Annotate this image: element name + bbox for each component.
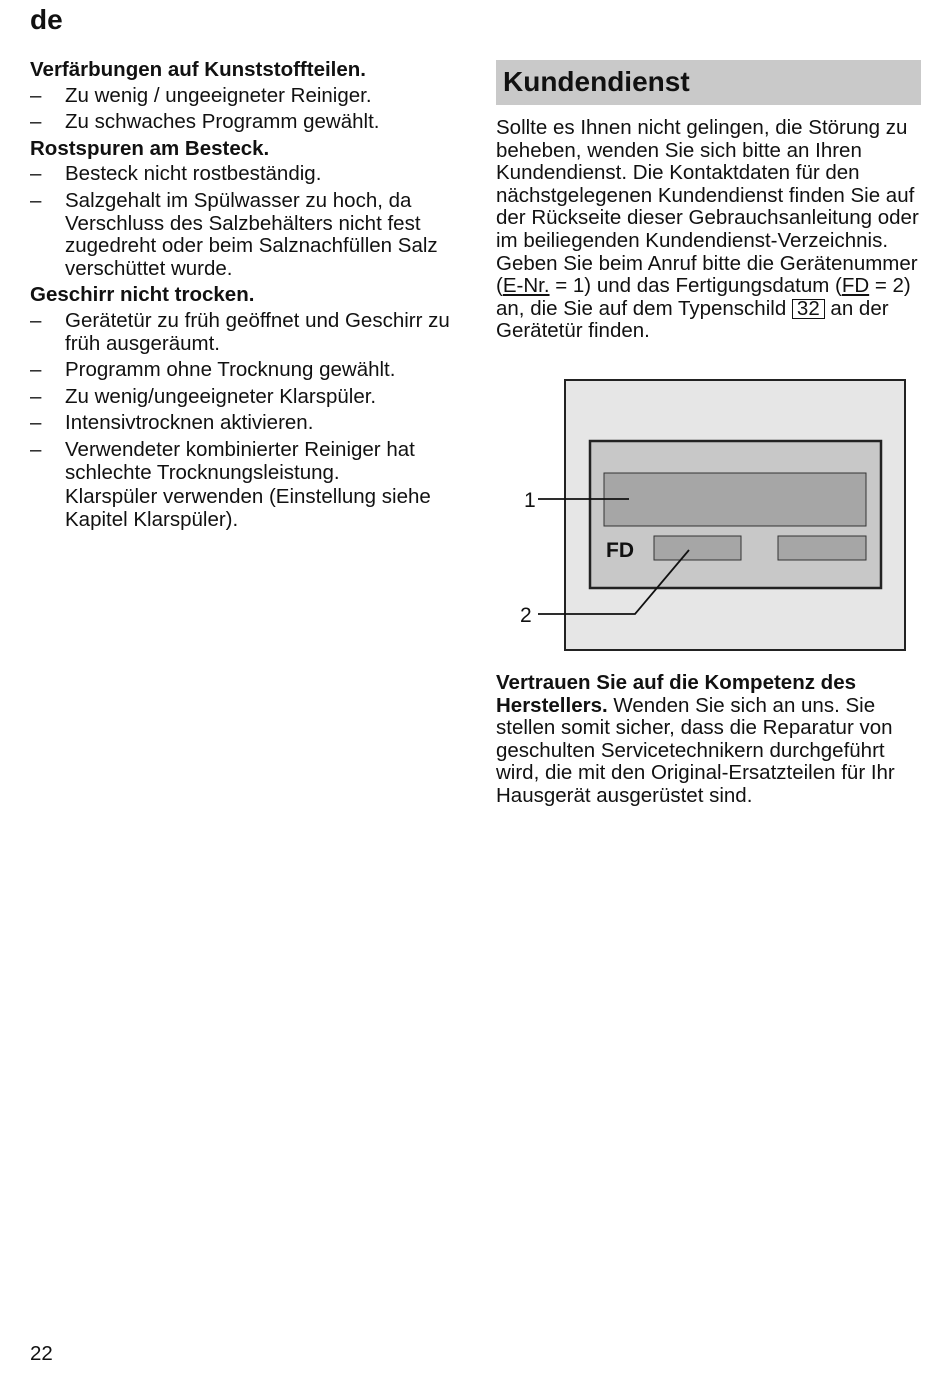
dash-icon: – (30, 162, 42, 186)
list-discoloration (30, 85, 460, 134)
enr-field (604, 473, 866, 526)
intro-paragraph: Sollte es Ihnen nicht gelingen, die Störung zu beheben, wenden Sie sich bitte an Ihren Kundendienst. Die Kontaktdaten für den nächstgelegenen Kundendienst finden Sie auf der Rückseite dieser Gebrauchsanleitung oder im beiliegenden Kundendienst-Verzeichnis. Geben Sie beim Anruf bitte die Gerätenummer (E-Nr. = 1) und das Fertigungsdatum (FD = 2) an, die Sie auf dem Typenschild 32 an der Gerätetür finden. (496, 116, 919, 343)
list-item: – Zu wenig / ungeeigneter Reiniger. (30, 83, 372, 107)
section-heading: Kundendienst (496, 60, 921, 105)
section-title-discoloration: Verfärbungen auf Kunststoffteilen. (30, 58, 366, 81)
troubleshooting-column (30, 55, 460, 531)
section-title-rust: Rostspuren am Besteck. (30, 136, 270, 160)
outro-paragraph: Vertrauen Sie auf die Kompetenz des Herstellers. Wenden Sie sich an uns. Sie stellen somit sicher, dass die Reparatur von geschulten Servicetechnikern durchgeführt wird, die mit den Original-Ersatzteilen für Ihr Hausgerät ausgerüstet sind. (496, 671, 895, 807)
dash-icon: – (30, 358, 42, 382)
callout-2-label: 2 (520, 604, 532, 627)
callout-1-label: 1 (524, 489, 536, 512)
language-marker: de (30, 4, 63, 35)
list-item: – Intensivtrocknen aktivieren. (30, 411, 314, 435)
plate-field-right (778, 536, 866, 560)
fd-field (654, 536, 741, 560)
section-title-not-dry: Geschirr nicht trocken. (30, 283, 255, 307)
outro-bold: Vertrauen Sie auf die Kompetenz des Herstellers. (496, 671, 856, 717)
list-item: – Gerätetür zu früh geöffnet und Geschirr zu früh ausgeräumt. (30, 308, 450, 355)
dash-icon: – (30, 437, 42, 461)
page-number: 22 (30, 1342, 53, 1365)
list-item: – Besteck nicht rostbeständig. (30, 162, 322, 186)
fd-term: FD (841, 274, 870, 298)
list-not-dry (30, 310, 460, 484)
dash-icon: – (30, 411, 42, 435)
list-item: – Zu schwaches Programm gewählt. (30, 110, 380, 134)
list-item: – Programm ohne Trocknung gewählt. (30, 358, 396, 382)
dash-icon: – (30, 110, 42, 134)
fd-label: FD (606, 539, 634, 562)
customer-service-column (496, 60, 921, 343)
enr-term: E-Nr. (502, 274, 550, 298)
list-item: – Zu wenig/ungeeigneter Klarspüler. (30, 384, 377, 408)
type-plate-figure (504, 376, 914, 656)
list-item: – Salzgehalt im Spülwasser zu hoch, da Verschluss des Salzbehälters nicht fest zugedreht oder beim Salznachfüllen Salz verschüttet wurde. (30, 188, 438, 280)
dash-icon: – (30, 188, 42, 212)
dash-icon: – (30, 384, 42, 408)
list-item: – Verwendeter kombinierter Reiniger hat schlechte Trocknungsleistung. (30, 437, 415, 484)
dash-icon: – (30, 308, 42, 332)
figure-reference: 32 (792, 299, 825, 319)
list-rust (30, 163, 460, 280)
list-continuation: Klarspüler verwenden (Einstellung siehe Kapitel Klarspüler). (65, 485, 431, 531)
dash-icon: – (30, 83, 42, 107)
